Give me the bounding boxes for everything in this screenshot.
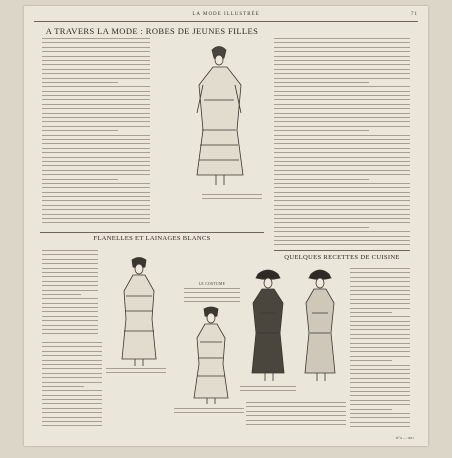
text-line — [246, 411, 346, 412]
text-line — [42, 69, 150, 70]
text-line — [42, 56, 150, 57]
text-line — [42, 47, 150, 48]
text-line — [42, 417, 102, 418]
text-line — [42, 222, 150, 223]
text-line — [42, 95, 150, 96]
text-line — [42, 281, 98, 282]
text-line — [274, 143, 410, 144]
text-line — [42, 157, 150, 158]
text-line — [350, 290, 410, 291]
text-line — [42, 399, 102, 400]
text-line — [42, 214, 150, 215]
text-line — [42, 311, 98, 312]
text-line — [42, 104, 150, 105]
text-line — [42, 200, 150, 201]
dress-figure-icon — [104, 256, 174, 368]
text-line — [274, 222, 410, 223]
text-line — [350, 277, 410, 278]
text-line — [42, 117, 150, 118]
text-line — [42, 303, 98, 304]
text-line — [274, 218, 410, 219]
text-line — [42, 73, 150, 74]
text-line — [274, 95, 410, 96]
text-line — [274, 148, 410, 149]
text-line — [350, 391, 410, 392]
text-line — [350, 365, 410, 366]
text-line — [42, 285, 98, 286]
text-line — [350, 325, 410, 326]
text-line — [274, 157, 410, 158]
text-line — [42, 316, 98, 317]
text-line — [42, 360, 102, 361]
section-rule-right — [274, 250, 410, 251]
text-line — [106, 368, 166, 369]
issue-number: N° 6 — 1921 — [395, 436, 414, 440]
text-line — [42, 38, 150, 39]
text-line — [42, 209, 150, 210]
caption-left-2 — [174, 408, 244, 420]
text-line — [42, 139, 150, 140]
text-line — [42, 329, 98, 330]
text-line — [350, 347, 410, 348]
text-line — [350, 303, 410, 304]
text-line — [42, 421, 102, 422]
text-line — [42, 368, 102, 369]
text-line — [350, 404, 410, 405]
article-text-right — [274, 38, 410, 250]
text-line — [42, 333, 98, 334]
text-line — [246, 402, 346, 403]
text-line — [274, 47, 410, 48]
text-line — [42, 263, 98, 264]
page-footer — [38, 436, 414, 443]
text-line — [174, 408, 244, 409]
text-line — [274, 161, 410, 162]
text-line — [42, 412, 102, 413]
text-line — [246, 424, 346, 425]
text-line — [42, 135, 150, 136]
dress-figure-icon — [174, 40, 264, 190]
text-line — [274, 139, 410, 140]
text-line — [274, 192, 410, 193]
text-line — [240, 386, 296, 387]
text-line — [350, 395, 410, 396]
text-line — [42, 113, 150, 114]
text-line — [42, 42, 150, 43]
text-line — [42, 272, 98, 273]
magazine-page — [24, 6, 428, 446]
text-line — [274, 174, 410, 175]
text-line — [274, 86, 410, 87]
text-line — [42, 351, 102, 352]
text-line — [350, 321, 410, 322]
text-line — [274, 165, 410, 166]
text-line — [274, 196, 410, 197]
text-line — [42, 86, 150, 87]
text-line — [184, 301, 240, 302]
text-line — [274, 209, 410, 210]
text-line — [274, 170, 410, 171]
text-line — [350, 268, 410, 269]
text-line — [350, 316, 410, 317]
text-line — [42, 390, 102, 391]
text-line — [350, 286, 410, 287]
text-line — [42, 276, 98, 277]
text-line — [42, 82, 118, 83]
recipes-text-bottom — [246, 402, 346, 432]
text-line — [184, 292, 240, 293]
text-line — [350, 343, 410, 344]
text-line — [42, 99, 150, 100]
text-line — [274, 56, 410, 57]
text-line — [350, 413, 410, 414]
text-line — [42, 192, 150, 193]
text-line — [350, 312, 392, 313]
text-line — [350, 294, 410, 295]
text-line — [42, 165, 150, 166]
text-line — [42, 250, 98, 251]
text-line — [42, 373, 102, 374]
text-line — [42, 64, 150, 65]
text-line — [42, 126, 150, 127]
header-rule — [34, 21, 418, 22]
text-line — [350, 400, 410, 401]
text-line — [274, 130, 369, 131]
text-line — [274, 240, 410, 241]
text-line — [184, 297, 240, 298]
dress-figure-icon — [294, 268, 346, 384]
text-line — [350, 272, 410, 273]
recipes-text-right — [350, 268, 410, 432]
middle-text — [184, 288, 240, 306]
text-line — [274, 135, 410, 136]
flannels-text-bottom — [42, 342, 102, 432]
caption-top — [202, 194, 262, 206]
text-line — [42, 121, 150, 122]
text-line — [274, 179, 369, 180]
text-line — [202, 194, 262, 195]
text-line — [274, 244, 410, 245]
text-line — [350, 299, 410, 300]
text-line — [350, 387, 410, 388]
text-line — [240, 390, 296, 391]
text-line — [274, 108, 410, 109]
text-line — [274, 183, 410, 184]
text-line — [42, 364, 102, 365]
text-line — [42, 307, 98, 308]
text-line — [42, 179, 118, 180]
text-line — [350, 373, 410, 374]
article-title: A TRAVERS LA MODE : ROBES DE JEUNES FILLES — [45, 26, 259, 36]
text-line — [274, 60, 410, 61]
dress-figure-icon — [240, 268, 296, 384]
text-line — [42, 268, 98, 269]
text-line — [42, 355, 102, 356]
text-line — [274, 69, 410, 70]
text-line — [42, 60, 150, 61]
text-line — [42, 108, 150, 109]
middle-subhead: LE COSTUME — [198, 282, 226, 286]
flannels-text-top — [42, 250, 98, 340]
text-line — [274, 64, 410, 65]
text-line — [350, 351, 410, 352]
text-line — [274, 42, 410, 43]
text-line — [42, 78, 150, 79]
text-line — [274, 113, 410, 114]
text-line — [42, 218, 150, 219]
text-line — [42, 298, 98, 299]
text-line — [350, 426, 410, 427]
text-line — [42, 196, 150, 197]
caption-left-1 — [106, 368, 166, 380]
text-line — [350, 281, 410, 282]
text-line — [274, 99, 410, 100]
text-line — [350, 422, 410, 423]
text-line — [42, 382, 102, 383]
text-line — [274, 205, 410, 206]
running-head — [34, 12, 418, 20]
masthead: LA MODE ILLUSTRÉE — [192, 12, 260, 17]
text-line — [42, 386, 84, 387]
text-line — [42, 170, 150, 171]
text-line — [42, 320, 98, 321]
text-line — [42, 91, 150, 92]
text-line — [274, 91, 410, 92]
text-line — [274, 200, 410, 201]
text-line — [42, 342, 102, 343]
text-line — [274, 126, 410, 127]
text-line — [274, 78, 410, 79]
text-line — [42, 408, 102, 409]
section-recipes-title: QUELQUES RECETTES DE CUISINE — [284, 254, 400, 261]
text-line — [246, 406, 346, 407]
dress-figure-icon — [180, 306, 242, 406]
text-line — [274, 82, 369, 83]
text-line — [42, 152, 150, 153]
text-line — [274, 117, 410, 118]
caption-right-1 — [240, 386, 296, 398]
text-line — [42, 183, 150, 184]
text-line — [42, 403, 102, 404]
text-line — [274, 231, 410, 232]
text-line — [106, 372, 166, 373]
text-line — [42, 377, 102, 378]
page-number: 71 — [411, 12, 418, 17]
text-line — [42, 174, 150, 175]
text-line — [246, 420, 346, 421]
text-line — [42, 254, 98, 255]
text-line — [202, 198, 262, 199]
text-line — [274, 121, 410, 122]
text-line — [350, 338, 410, 339]
text-line — [246, 415, 346, 416]
text-line — [42, 161, 150, 162]
text-line — [42, 346, 102, 347]
text-line — [42, 290, 98, 291]
text-line — [184, 288, 240, 289]
text-line — [350, 334, 410, 335]
text-line — [42, 187, 150, 188]
text-line — [42, 51, 150, 52]
text-line — [42, 205, 150, 206]
text-line — [274, 73, 410, 74]
section-rule-left — [40, 232, 264, 233]
section-flannels-title: FLANELLES ET LAINAGES BLANCS — [93, 235, 211, 242]
text-line — [274, 38, 410, 39]
text-line — [42, 325, 98, 326]
text-line — [42, 425, 102, 426]
text-line — [350, 329, 410, 330]
text-line — [350, 417, 410, 418]
text-line — [274, 227, 369, 228]
text-line — [350, 382, 410, 383]
text-line — [274, 187, 410, 188]
text-line — [274, 104, 410, 105]
text-line — [42, 395, 102, 396]
text-line — [42, 148, 150, 149]
text-line — [350, 378, 410, 379]
text-line — [274, 152, 410, 153]
text-line — [42, 130, 118, 131]
text-line — [350, 360, 392, 361]
text-line — [274, 236, 410, 237]
article-text-left — [42, 38, 150, 228]
text-line — [174, 412, 244, 413]
text-line — [350, 308, 410, 309]
text-line — [350, 369, 410, 370]
text-line — [274, 51, 410, 52]
text-line — [350, 409, 392, 410]
text-line — [350, 356, 410, 357]
text-line — [42, 143, 150, 144]
text-line — [42, 294, 81, 295]
text-line — [274, 214, 410, 215]
text-line — [42, 259, 98, 260]
